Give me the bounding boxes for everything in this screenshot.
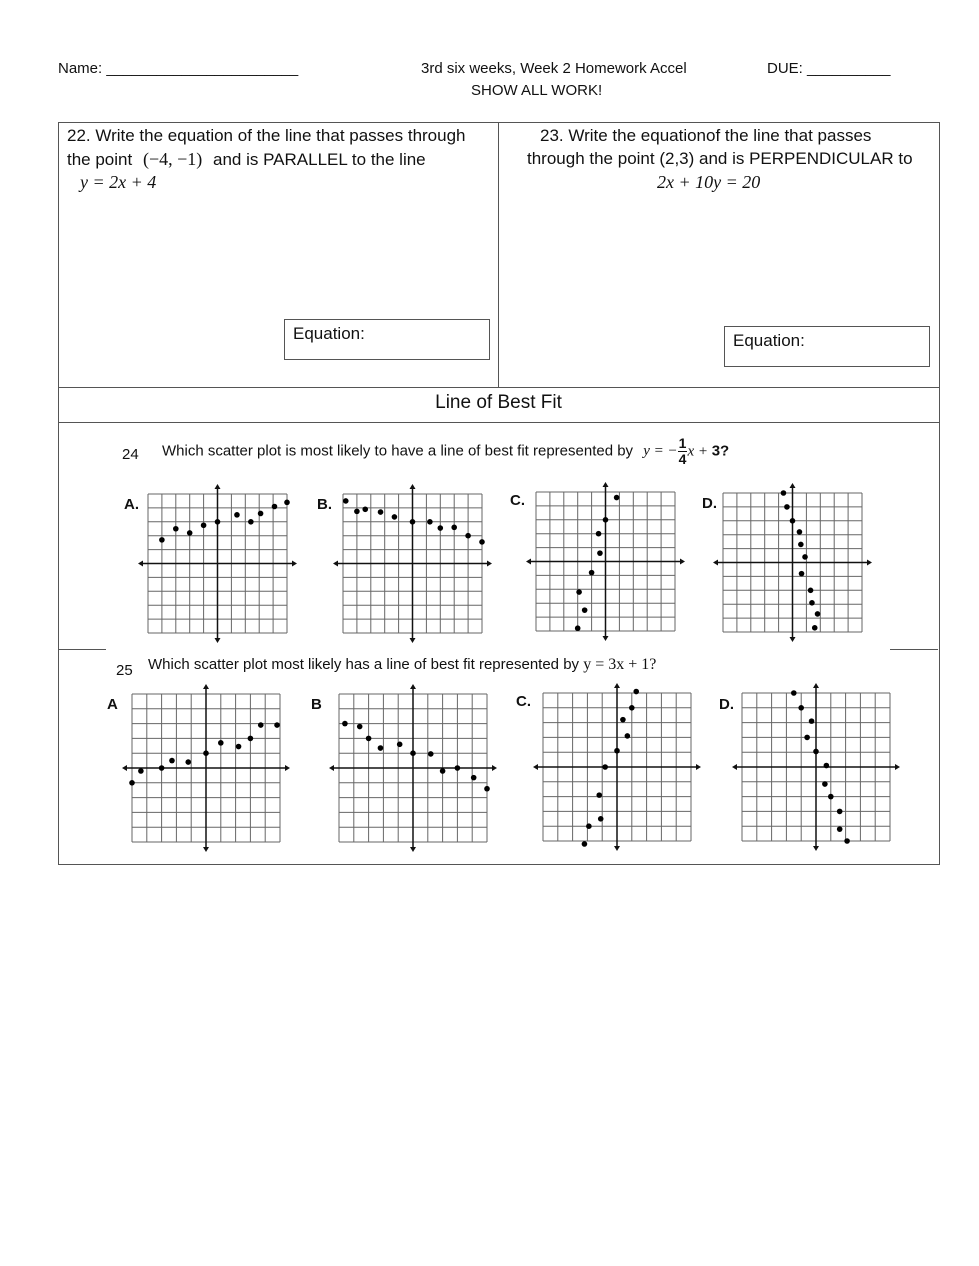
row-divider <box>58 649 106 650</box>
q22-point: (−4, −1) <box>142 149 203 169</box>
data-point <box>813 749 819 755</box>
data-point <box>790 518 796 524</box>
data-point <box>343 498 349 504</box>
q24-prompt-line <box>162 436 729 467</box>
data-point <box>808 588 814 594</box>
data-point <box>596 792 602 798</box>
data-point <box>633 689 639 695</box>
row-divider <box>58 387 939 388</box>
data-point <box>802 554 808 560</box>
data-point <box>798 542 804 548</box>
q25-number: 25 <box>116 662 133 679</box>
data-point <box>218 740 224 746</box>
data-point <box>342 721 348 727</box>
data-point <box>576 589 582 595</box>
data-point <box>791 690 797 696</box>
data-point <box>582 841 588 847</box>
data-point <box>362 506 368 512</box>
q22-answer-box[interactable] <box>284 319 490 360</box>
worksheet-subtitle: SHOW ALL WORK! <box>471 82 603 99</box>
q22-text: 22. Write the equation of the line that passes through <box>67 126 466 145</box>
data-point <box>804 735 810 741</box>
data-point <box>598 816 604 822</box>
data-point <box>258 722 264 728</box>
fraction-numerator: 1 <box>678 435 687 451</box>
data-point <box>614 748 620 754</box>
data-point <box>357 724 363 730</box>
data-point <box>187 530 193 536</box>
plot-label: D. <box>702 495 717 512</box>
plot-label: A. <box>124 496 139 513</box>
data-point <box>809 718 815 724</box>
data-point <box>822 781 828 787</box>
data-point <box>582 607 588 613</box>
data-point <box>586 823 592 829</box>
data-point <box>248 736 254 742</box>
q25-prompt: Which scatter plot most likely has a line of best fit represented by <box>148 656 580 673</box>
data-point <box>575 625 581 631</box>
row-divider <box>890 649 938 650</box>
data-point <box>173 526 179 532</box>
plot-label: D. <box>719 696 734 713</box>
answer-label: Equation: <box>293 324 365 343</box>
q22-text: the point <box>67 150 133 169</box>
plot-label: B <box>311 696 322 713</box>
data-point <box>815 611 821 617</box>
data-point <box>438 525 444 531</box>
data-point <box>428 751 434 757</box>
data-point <box>129 780 135 786</box>
q24-eq-suffix: x + <box>687 443 712 460</box>
plot-label: A <box>107 696 118 713</box>
q24-eq-const: 3? <box>711 442 730 460</box>
data-point <box>185 759 191 765</box>
scatter-plot-24d <box>713 483 872 642</box>
scatter-plot-25a <box>122 684 290 852</box>
data-point <box>625 733 631 739</box>
data-point <box>201 522 207 528</box>
data-point <box>597 550 603 556</box>
data-point <box>397 742 403 748</box>
worksheet-title: 3rd six weeks, Week 2 Homework Accel <box>421 60 687 77</box>
q24-prompt: Which scatter plot is most likely to have a line of best fit represented by <box>162 442 634 460</box>
q22-text: and is PARALLEL to the line <box>213 150 426 169</box>
data-point <box>837 826 843 832</box>
q23-text: through the point (2,3) and is PERPENDICULAR to <box>527 149 913 168</box>
data-point <box>410 750 416 756</box>
data-point <box>799 571 805 577</box>
scatter-plot-25c <box>533 683 701 851</box>
data-point <box>812 625 818 631</box>
q24-fraction <box>678 436 688 467</box>
data-point <box>274 722 280 728</box>
plot-label: C. <box>510 492 525 509</box>
scatter-plot-24a <box>138 484 297 643</box>
due-field-label: DUE: __________ <box>767 60 891 77</box>
data-point <box>258 511 264 517</box>
fraction-denominator: 4 <box>678 451 687 467</box>
data-point <box>798 705 804 711</box>
data-point <box>378 509 384 515</box>
data-point <box>272 504 278 510</box>
data-point <box>465 533 471 539</box>
data-point <box>410 519 416 525</box>
data-point <box>614 495 620 501</box>
data-point <box>781 490 787 496</box>
data-point <box>215 519 221 525</box>
data-point <box>427 519 433 525</box>
data-point <box>378 745 384 751</box>
name-field-label: Name: _______________________ <box>58 60 299 77</box>
data-point <box>138 768 144 774</box>
data-point <box>603 517 609 523</box>
q25-equation: y = 3x + 1? <box>583 656 657 673</box>
data-point <box>824 763 830 769</box>
section-title: Line of Best Fit <box>435 392 562 413</box>
data-point <box>159 537 165 543</box>
data-point <box>284 500 290 506</box>
data-point <box>828 794 834 800</box>
data-point <box>484 786 490 792</box>
column-divider <box>498 122 499 388</box>
data-point <box>471 775 477 781</box>
scatter-plot-24c <box>526 482 685 641</box>
plot-label: B. <box>317 496 332 513</box>
row-divider <box>58 422 939 423</box>
data-point <box>809 600 815 606</box>
scatter-plot-24b <box>333 484 492 643</box>
q25-prompt-line <box>148 656 656 674</box>
data-point <box>602 764 608 770</box>
q23-equation: 2x + 10y = 20 <box>657 172 761 192</box>
data-point <box>784 504 790 510</box>
data-point <box>392 514 398 520</box>
q23-answer-box[interactable] <box>724 326 930 367</box>
data-point <box>440 768 446 774</box>
answer-label: Equation: <box>733 331 805 350</box>
data-point <box>366 736 372 742</box>
data-point <box>629 705 635 711</box>
data-point <box>479 539 485 545</box>
data-point <box>159 765 165 771</box>
scatter-plot-25d <box>732 683 900 851</box>
data-point <box>596 531 602 537</box>
data-point <box>203 750 209 756</box>
plot-label: C. <box>516 693 531 710</box>
data-point <box>354 509 360 515</box>
data-point <box>455 765 461 771</box>
data-point <box>248 519 254 525</box>
scatter-plot-25b <box>329 684 497 852</box>
data-point <box>236 744 242 750</box>
data-point <box>589 570 595 576</box>
data-point <box>234 512 240 518</box>
data-point <box>451 525 457 531</box>
data-point <box>620 717 626 723</box>
data-point <box>797 529 803 535</box>
q23-text: 23. Write the equationof the line that passes <box>540 126 872 145</box>
data-point <box>844 838 850 844</box>
data-point <box>837 809 843 815</box>
q24-number: 24 <box>122 446 139 463</box>
data-point <box>169 758 175 764</box>
q22-text-line2 <box>67 149 426 170</box>
q22-equation: y = 2x + 4 <box>80 172 157 192</box>
q24-eq-prefix: y = − <box>643 443 678 460</box>
